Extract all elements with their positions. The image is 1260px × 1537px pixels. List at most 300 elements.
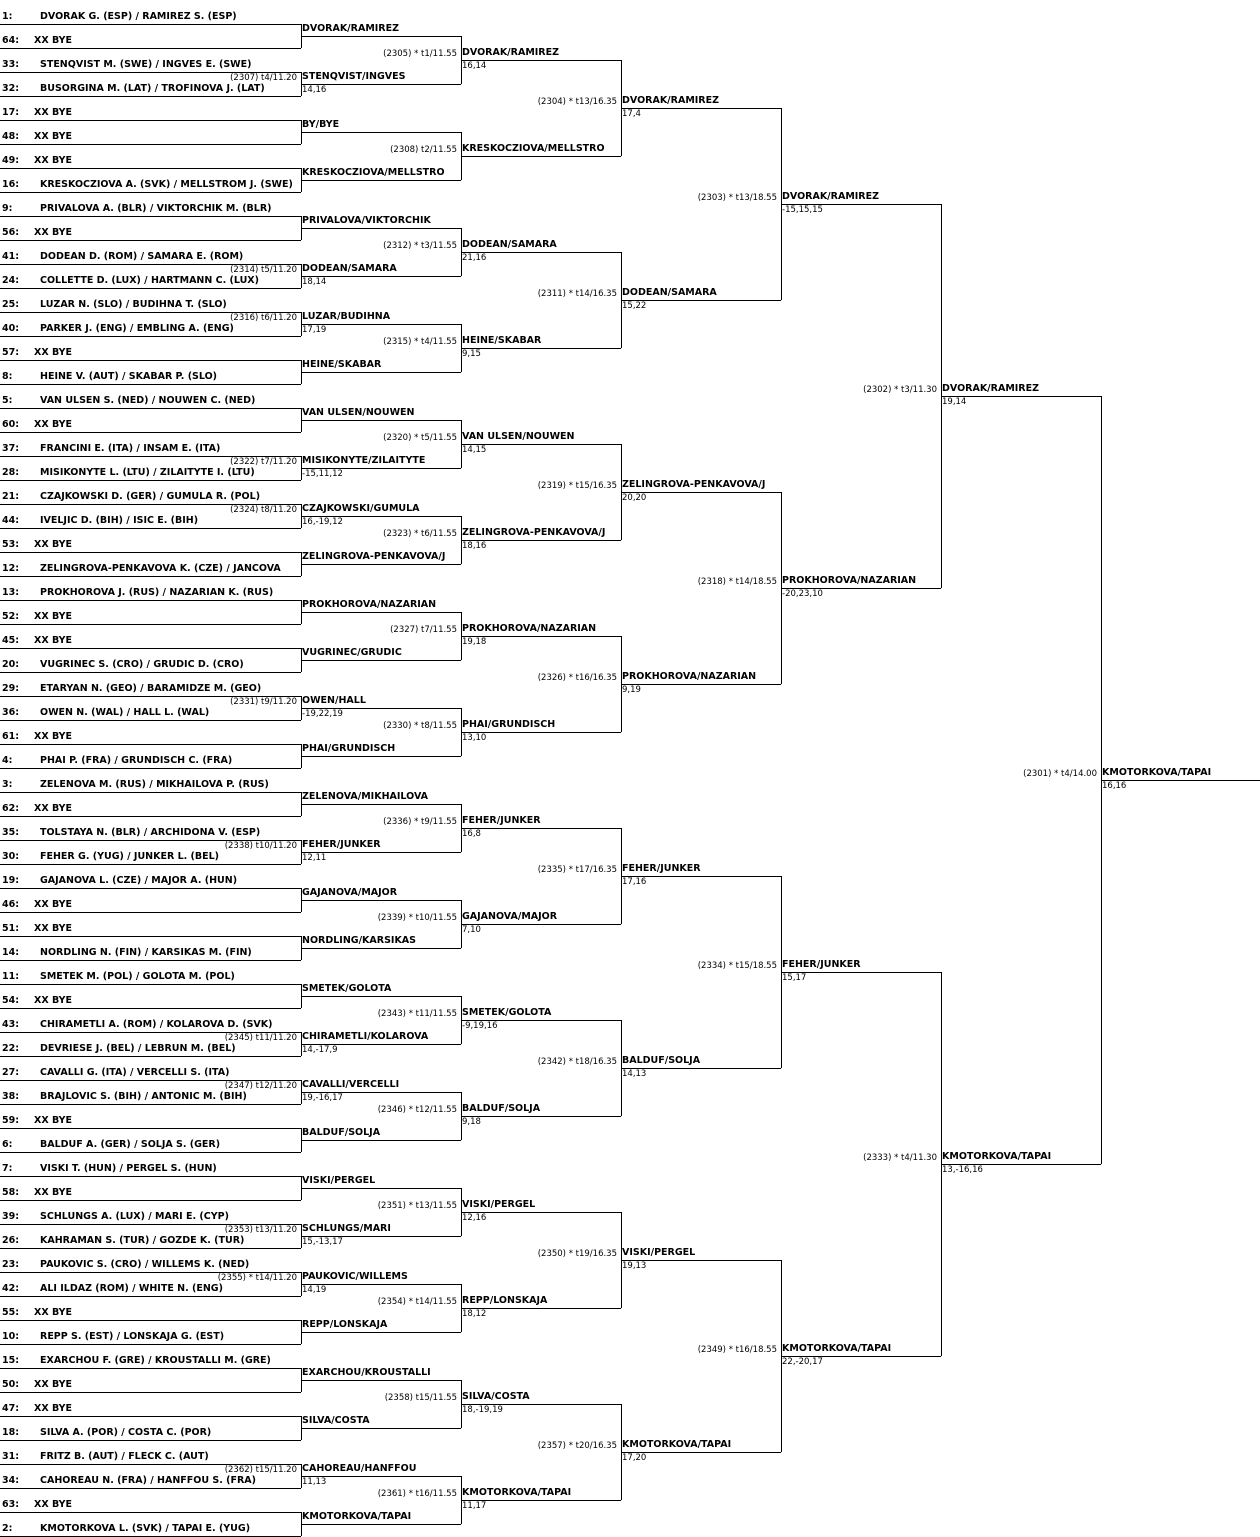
entry-line [0,672,301,673]
player-name: XX BYE [34,131,73,142]
entry-line [0,240,301,241]
entry-line [0,1128,301,1129]
winner-line [301,36,461,37]
match-info: (2303) * t13/18.55 [697,193,777,203]
player-name: EXARCHOU F. (GRE) / KROUSTALLI M. (GRE) [40,1355,271,1366]
entry-line [0,768,301,769]
match-info: (2312) * t3/11.55 [383,241,457,251]
player-name: BUSORGINA M. (LAT) / TROFINOVA J. (LAT) [40,83,265,94]
entry-line [0,1056,301,1057]
player-seed: 34: [2,1475,20,1486]
player-seed: 32: [2,83,20,94]
player-name: SCHLUNGS A. (LUX) / MARI E. (CYP) [40,1211,229,1222]
winner-name: ZELENOVA/MIKHAILOVA [302,791,429,802]
match-score: -15,11,12 [302,469,343,479]
match-info: (2354) * t14/11.55 [377,1297,457,1307]
entry-line [0,744,301,745]
winner-name: DODEAN/SAMARA [622,287,717,298]
player-seed: 45: [2,635,20,646]
winner-line [301,948,461,949]
player-name: VUGRINEC S. (CRO) / GRUDIC D. (CRO) [40,659,244,670]
winner-name: PROKHOROVA/NAZARIAN [782,575,917,586]
winner-name: SMETEK/GOLOTA [462,1007,552,1018]
winner-name: CZAJKOWSKI/GUMULA [302,503,420,514]
winner-line [301,900,461,901]
player-name: XX BYE [34,539,73,550]
player-name: ALI ILDAZ (ROM) / WHITE N. (ENG) [40,1283,223,1294]
winner-name: DVORAK/RAMIREZ [462,47,559,58]
winner-line [461,828,621,829]
match-score: 19,-16,17 [302,1093,343,1103]
winner-line [301,804,461,805]
player-name: XX BYE [34,35,73,46]
entry-line [0,48,301,49]
player-seed: 27: [2,1067,20,1078]
player-seed: 53: [2,539,20,550]
winner-name: CHIRAMETLI/KOLAROVA [302,1031,429,1042]
player-name: XX BYE [34,1187,73,1198]
player-seed: 16: [2,179,20,190]
entry-line [0,408,301,409]
entry-line [0,168,301,169]
winner-name: VISKI/PERGEL [302,1175,376,1186]
match-score: 15,17 [782,973,807,983]
match-info: (2326) * t16/16.35 [537,673,617,683]
player-name: ZELINGROVA-PENKAVOVA K. (CZE) / JANCOVA [40,563,281,574]
player-seed: 18: [2,1427,20,1438]
match-info: (2351) * t13/11.55 [377,1201,457,1211]
player-seed: 59: [2,1115,20,1126]
player-seed: 23: [2,1259,20,1270]
match-info: (2334) * t15/18.55 [697,961,777,971]
player-seed: 4: [2,755,13,766]
player-seed: 38: [2,1091,20,1102]
winner-name: VUGRINEC/GRUDIC [302,647,402,658]
player-name: XX BYE [34,419,73,430]
winner-line [301,564,461,565]
winner-name: DVORAK/RAMIREZ [782,191,879,202]
entry-line [0,1296,301,1297]
player-seed: 64: [2,35,20,46]
player-name: XX BYE [34,611,73,622]
match-score: -20,23,10 [782,589,823,599]
player-name: XX BYE [34,1379,73,1390]
entry-line [0,1344,301,1345]
match-info: (2355) * t14/11.20 [217,1273,297,1283]
player-seed: 13: [2,587,20,598]
winner-line [301,1380,461,1381]
winner-name: SMETEK/GOLOTA [302,983,392,994]
player-name: XX BYE [34,995,73,1006]
match-score: 9,15 [462,349,481,359]
entry-line [0,1176,301,1177]
player-seed: 61: [2,731,20,742]
winner-name: NORDLING/KARSIKAS [302,935,416,946]
winner-name: SILVA/COSTA [462,1391,530,1402]
winner-name: KMOTORKOVA/TAPAI [782,1343,892,1354]
player-seed: 25: [2,299,20,310]
player-name: XX BYE [34,1403,73,1414]
match-info: (2319) * t15/16.35 [537,481,617,491]
player-seed: 44: [2,515,20,526]
player-name: CZAJKOWSKI D. (GER) / GUMULA R. (POL) [40,491,261,502]
match-score: 18,-19,19 [462,1405,503,1415]
winner-line [301,1332,461,1333]
player-seed: 43: [2,1019,20,1030]
winner-name: KMOTORKOVA/TAPAI [462,1487,572,1498]
entry-line [0,888,301,889]
match-score: 16,16 [1102,781,1127,791]
winner-name: PRIVALOVA/VIKTORCHIK [302,215,431,226]
player-seed: 58: [2,1187,20,1198]
winner-line [301,372,461,373]
player-name: XX BYE [34,1307,73,1318]
player-name: COLLETTE D. (LUX) / HARTMANN C. (LUX) [40,275,259,286]
entry-line [0,648,301,649]
winner-line [301,420,461,421]
winner-name: BALDUF/SOLJA [302,1127,381,1138]
entry-line [0,624,301,625]
player-name: DEVRIESE J. (BEL) / LEBRUN M. (BEL) [40,1043,236,1054]
player-seed: 26: [2,1235,20,1246]
match-info: (2322) t7/11.20 [230,457,297,467]
winner-name: GAJANOVA/MAJOR [302,887,398,898]
winner-line [301,132,461,133]
match-score: 7,10 [462,925,481,935]
match-info: (2318) * t14/18.55 [697,577,777,587]
player-name: XX BYE [34,923,73,934]
match-score: 9,19 [622,685,641,695]
winner-name: BALDUF/SOLJA [462,1103,541,1114]
player-seed: 11: [2,971,20,982]
match-info: (2362) t15/11.20 [224,1465,297,1475]
winner-name: KMOTORKOVA/TAPAI [942,1151,1052,1162]
player-name: GAJANOVA L. (CZE) / MAJOR A. (HUN) [40,875,238,886]
entry-line [0,24,301,25]
entry-line [0,936,301,937]
player-seed: 37: [2,443,20,454]
entry-line [0,216,301,217]
match-info: (2333) * t4/11.30 [863,1153,937,1163]
winner-name: CAHOREAU/HANFFOU [302,1463,417,1474]
entry-line [0,1368,301,1369]
match-info: (2304) * t13/16.35 [537,97,617,107]
match-info: (2350) * t19/16.35 [537,1249,617,1259]
player-seed: 46: [2,899,20,910]
player-name: PROKHOROVA J. (RUS) / NAZARIAN K. (RUS) [40,587,274,598]
entry-line [0,1104,301,1105]
player-name: XX BYE [34,347,73,358]
player-name: PRIVALOVA A. (BLR) / VIKTORCHIK M. (BLR) [40,203,272,214]
player-seed: 56: [2,227,20,238]
match-score: 16,14 [462,61,487,71]
match-info: (2349) * t16/18.55 [697,1345,777,1355]
match-info: (2361) * t16/11.55 [377,1489,457,1499]
match-score: 13,10 [462,733,487,743]
entry-line [0,1512,301,1513]
match-score: 18,16 [462,541,487,551]
player-seed: 63: [2,1499,20,1510]
entry-line [0,552,301,553]
match-info: (2342) * t18/16.35 [537,1057,617,1067]
entry-line [0,1200,301,1201]
player-name: SILVA A. (POR) / COSTA C. (POR) [40,1427,212,1438]
player-name: KMOTORKOVA L. (SVK) / TAPAI E. (YUG) [40,1523,251,1534]
player-seed: 17: [2,107,20,118]
winner-name: LUZAR/BUDIHNA [302,311,391,322]
winner-name: FEHER/JUNKER [462,815,541,826]
match-score: 17,20 [622,1453,647,1463]
winner-line [301,1188,461,1189]
match-score: -9,19,16 [462,1021,498,1031]
player-seed: 39: [2,1211,20,1222]
match-info: (2307) t4/11.20 [230,73,297,83]
entry-line [0,144,301,145]
player-name: ZELENOVA M. (RUS) / MIKHAILOVA P. (RUS) [40,779,269,790]
entry-line [0,816,301,817]
entry-line [0,480,301,481]
match-score: 11,17 [462,1501,487,1511]
player-seed: 24: [2,275,20,286]
winner-name: PROKHOROVA/NAZARIAN [302,599,437,610]
player-name: XX BYE [34,731,73,742]
match-score: 19,18 [462,637,487,647]
player-name: BRAJLOVIC S. (BIH) / ANTONIC M. (BIH) [40,1091,247,1102]
winner-name: ZELINGROVA-PENKAVOVA/J [462,527,606,538]
winner-name: KRESKOCZIOVA/MELLSTRO [302,167,445,178]
winner-name: FEHER/JUNKER [622,863,701,874]
entry-line [0,1392,301,1393]
match-score: -15,15,15 [782,205,823,215]
player-name: XX BYE [34,107,73,118]
winner-line [461,1116,621,1117]
player-seed: 49: [2,155,20,166]
match-info: (2327) t7/11.55 [390,625,457,635]
entry-line [0,912,301,913]
winner-line [301,228,461,229]
winner-name: FEHER/JUNKER [302,839,381,850]
winner-line [301,1140,461,1141]
player-seed: 57: [2,347,20,358]
player-name: SMETEK M. (POL) / GOLOTA M. (POL) [40,971,235,982]
entry-line [0,96,301,97]
match-score: 22,-20,17 [782,1357,823,1367]
entry-line [0,576,301,577]
match-score: 16,-19,12 [302,517,343,527]
player-name: CAHOREAU N. (FRA) / HANFFOU S. (FRA) [40,1475,256,1486]
player-seed: 6: [2,1139,13,1150]
player-name: XX BYE [34,899,73,910]
player-seed: 48: [2,131,20,142]
winner-name: DVORAK/RAMIREZ [942,383,1039,394]
player-seed: 54: [2,995,20,1006]
match-info: (2330) * t8/11.55 [383,721,457,731]
match-info: (2323) * t6/11.55 [383,529,457,539]
winner-line [621,108,781,109]
player-seed: 1: [2,11,13,22]
player-seed: 8: [2,371,13,382]
winner-line [301,180,461,181]
player-name: XX BYE [34,1499,73,1510]
match-info: (2305) * t1/11.55 [383,49,457,59]
player-name: PARKER J. (ENG) / EMBLING A. (ENG) [40,323,234,334]
player-seed: 47: [2,1403,20,1414]
match-score: 17,19 [302,325,327,335]
match-score: 12,16 [462,1213,487,1223]
player-name: OWEN N. (WAL) / HALL L. (WAL) [40,707,210,718]
player-seed: 33: [2,59,20,70]
player-seed: 50: [2,1379,20,1390]
player-seed: 15: [2,1355,20,1366]
entry-line [0,792,301,793]
entry-line [0,192,301,193]
player-name: XX BYE [34,227,73,238]
entry-line [0,336,301,337]
winner-line [301,660,461,661]
player-name: PHAI P. (FRA) / GRUNDISCH C. (FRA) [40,755,233,766]
match-info: (2343) * t11/11.55 [377,1009,457,1019]
winner-name: CAVALLI/VERCELLI [302,1079,400,1090]
match-info: (2353) t13/11.20 [224,1225,297,1235]
match-score: 18,14 [302,277,327,287]
entry-line [0,600,301,601]
player-seed: 36: [2,707,20,718]
winner-name: GAJANOVA/MAJOR [462,911,558,922]
match-score: 11,13 [302,1477,327,1487]
winner-name: KMOTORKOVA/TAPAI [622,1439,732,1450]
player-seed: 22: [2,1043,20,1054]
winner-name: ZELINGROVA-PENKAVOVA/J [302,551,446,562]
match-info: (2308) t2/11.55 [390,145,457,155]
entry-line [0,1248,301,1249]
winner-name: VAN ULSEN/NOUWEN [462,431,575,442]
winner-name: DODEAN/SAMARA [462,239,557,250]
winner-line [301,756,461,757]
winner-name: STENQVIST/INGVES [302,71,406,82]
entry-line [0,720,301,721]
match-score: 13,-16,16 [942,1165,983,1175]
player-seed: 5: [2,395,13,406]
match-info: (2345) t11/11.20 [224,1033,297,1043]
match-info: (2311) * t14/16.35 [537,289,617,299]
match-score: 19,13 [622,1261,647,1271]
winner-name: VISKI/PERGEL [462,1199,536,1210]
entry-line [0,864,301,865]
winner-line [301,1428,461,1429]
winner-name: OWEN/HALL [302,695,366,706]
match-score: -19,22,19 [302,709,343,719]
winner-name: DVORAK/RAMIREZ [302,23,399,34]
match-info: (2316) t6/11.20 [230,313,297,323]
player-name: FEHER G. (YUG) / JUNKER L. (BEL) [40,851,220,862]
winner-name: VAN ULSEN/NOUWEN [302,407,415,418]
player-name: MISIKONYTE L. (LTU) / ZILAITYTE I. (LTU) [40,467,255,478]
winner-name: PROKHOROVA/NAZARIAN [462,623,597,634]
match-score: 15,-13,17 [302,1237,343,1247]
entry-line [0,432,301,433]
winner-name: SCHLUNGS/MARI [302,1223,391,1234]
match-info: (2335) * t17/16.35 [537,865,617,875]
match-info: (2357) * t20/16.35 [537,1441,617,1451]
match-score: 14,15 [462,445,487,455]
player-name: NORDLING N. (FIN) / KARSIKAS M. (FIN) [40,947,252,958]
winner-line [461,348,621,349]
winner-line [301,1524,461,1525]
winner-name: REPP/LONSKAJA [462,1295,548,1306]
player-name: XX BYE [34,155,73,166]
match-score: 12,11 [302,853,327,863]
player-seed: 40: [2,323,20,334]
winner-name: KMOTORKOVA/TAPAI [1102,767,1212,778]
player-name: PAUKOVIC S. (CRO) / WILLEMS K. (NED) [40,1259,250,1270]
player-seed: 2: [2,1523,13,1534]
player-seed: 35: [2,827,20,838]
match-info: (2347) t12/11.20 [224,1081,297,1091]
match-info: (2314) t5/11.20 [230,265,297,275]
match-info: (2320) * t5/11.55 [383,433,457,443]
winner-line [301,996,461,997]
match-score: 16,8 [462,829,481,839]
winner-name: BALDUF/SOLJA [622,1055,701,1066]
entry-line [0,120,301,121]
player-seed: 52: [2,611,20,622]
entry-line [0,360,301,361]
winner-name: DODEAN/SAMARA [302,263,397,274]
player-seed: 55: [2,1307,20,1318]
match-score: 14,-17,9 [302,1045,338,1055]
match-info: (2358) t15/11.55 [384,1393,457,1403]
player-seed: 10: [2,1331,20,1342]
player-name: FRANCINI E. (ITA) / INSAM E. (ITA) [40,443,221,454]
winner-line [301,612,461,613]
entry-line [0,384,301,385]
player-name: DVORAK G. (ESP) / RAMIREZ S. (ESP) [40,11,237,22]
player-seed: 14: [2,947,20,958]
match-info: (2331) t9/11.20 [230,697,297,707]
match-info: (2324) t8/11.20 [230,505,297,515]
match-score: 14,19 [302,1285,327,1295]
player-name: IVELJIC D. (BIH) / ISIC E. (BIH) [40,515,199,526]
entry-line [0,960,301,961]
match-info: (2339) * t10/11.55 [377,913,457,923]
match-score: 9,18 [462,1117,481,1127]
player-name: LUZAR N. (SLO) / BUDIHNA T. (SLO) [40,299,227,310]
entry-line [0,1440,301,1441]
winner-name: EXARCHOU/KROUSTALLI [302,1367,431,1378]
match-score: 20,20 [622,493,647,503]
player-seed: 30: [2,851,20,862]
player-seed: 19: [2,875,20,886]
player-name: STENQVIST M. (SWE) / INGVES E. (SWE) [40,59,252,70]
match-info: (2338) t10/11.20 [224,841,297,851]
player-seed: 7: [2,1163,13,1174]
winner-line [461,156,621,157]
player-name: DODEAN D. (ROM) / SAMARA E. (ROM) [40,251,244,262]
winner-name: PAUKOVIC/WILLEMS [302,1271,408,1282]
match-score: 17,16 [622,877,647,887]
match-score: 14,13 [622,1069,647,1079]
match-score: 18,12 [462,1309,487,1319]
match-info: (2301) * t4/14.00 [1023,769,1097,779]
player-seed: 9: [2,203,13,214]
winner-name: PHAI/GRUNDISCH [462,719,556,730]
player-name: BALDUF A. (GER) / SOLJA S. (GER) [40,1139,221,1150]
player-name: REPP S. (EST) / LONSKAJA G. (EST) [40,1331,225,1342]
player-seed: 51: [2,923,20,934]
match-info: (2336) * t9/11.55 [383,817,457,827]
winner-name: KRESKOCZIOVA/MELLSTRO [462,143,605,154]
winner-name: HEINE/SKABAR [462,335,542,346]
